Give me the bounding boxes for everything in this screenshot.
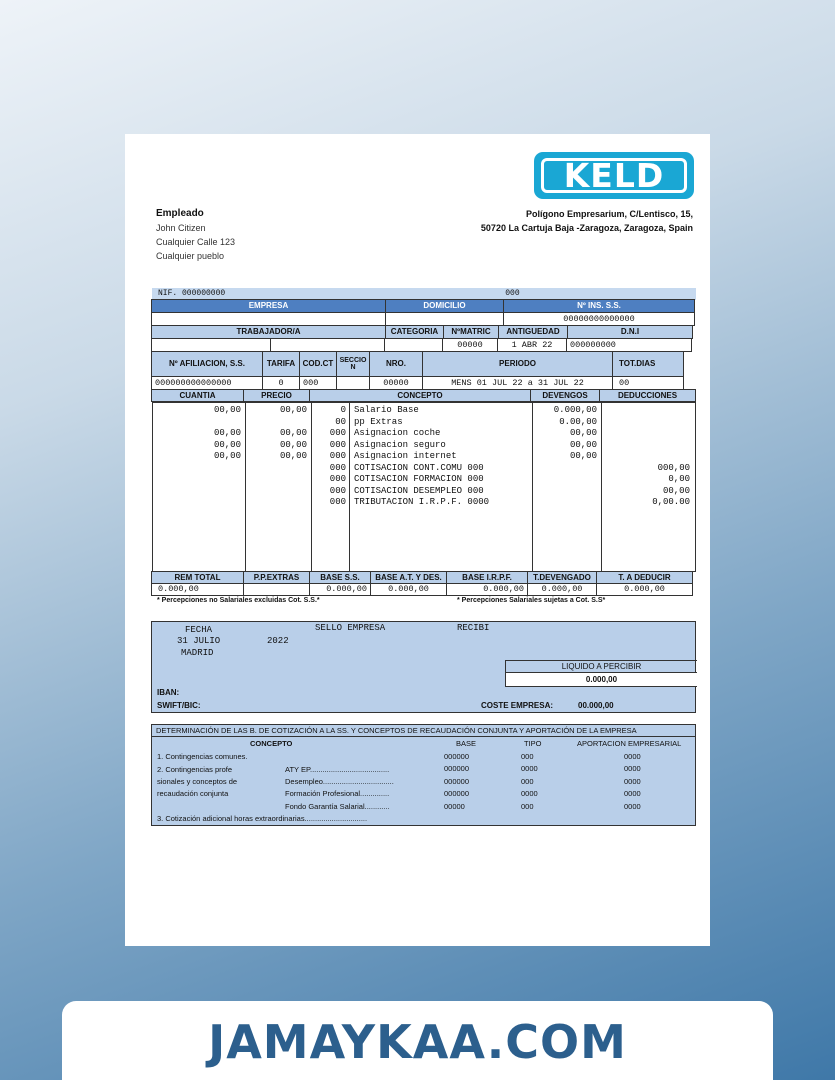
base-ss-header: BASE S.S. (309, 571, 371, 584)
det-row-aport: 0000 (624, 752, 641, 761)
item-code: 000 (329, 462, 346, 473)
note-right: * Percepciones Salariales sujetas a Cot. S.S* (457, 597, 606, 604)
t-deducir-value: 0.000,00 (596, 583, 693, 596)
trabajador-value-b (270, 338, 385, 352)
empresa-header: EMPRESA (151, 299, 386, 313)
categoria-value (384, 338, 443, 352)
concepto-header: CONCEPTO (309, 389, 531, 402)
base-ss-value: 0.000,00 (309, 583, 371, 596)
item-concepto: Asignacion coche (354, 428, 441, 438)
det-row-base: 000000 (444, 789, 470, 799)
det-l2a: 2. Contingencias profe (157, 765, 233, 774)
domicilio-value (385, 312, 504, 326)
devengos-header: DEVENGOS (530, 389, 600, 402)
pp-extras-header: P.P.EXTRAS (243, 571, 310, 584)
trabajador-value-a (151, 338, 271, 352)
item-cuantia: 00,00 (213, 439, 241, 450)
det-l1: 1. Contingencias comunes. (157, 752, 248, 761)
empresa-value (151, 312, 386, 326)
det-row-tipo: 000 (521, 801, 534, 811)
det-sub-2: Formación Profesional.............. (285, 789, 390, 798)
item-concepto: Salario Base (354, 405, 419, 415)
company-address-2: 50720 La Cartuja Baja -Zaragoza, Zaragoza, Spain (480, 223, 693, 233)
item-cuantia: 00,00 (213, 428, 241, 438)
t-devengado-value: 0.000,00 (527, 583, 597, 596)
nro-value: 00000 (369, 376, 423, 390)
determinacion-box (151, 724, 696, 826)
base-at-header: BASE A.T. Y DES. (370, 571, 447, 584)
item-concepto: TRIBUTACION I.R.P.F. 0000 (354, 497, 490, 507)
pp-extras-value (243, 583, 310, 596)
det-row-aport: 0000 (624, 764, 641, 774)
base-at-value: 0.000,00 (370, 583, 447, 596)
dni-header: D.N.I (567, 325, 693, 339)
coste-label: COSTE EMPRESA: (481, 701, 554, 710)
employee-town: Cualquier pueblo (156, 251, 225, 261)
totdias-value: 00 (612, 376, 684, 390)
item-cuantia: 00,00 (213, 451, 241, 461)
seccion-value (336, 376, 370, 390)
tarifa-header: TARIFA (262, 351, 300, 377)
codct-value: 000 (299, 376, 337, 390)
det-concepto: CONCEPTO (250, 739, 293, 748)
precio-header: PRECIO (243, 389, 310, 402)
trabajador-header: TRABAJADOR/A (151, 325, 386, 339)
item-concepto: COTISACION DESEMPLEO 000 (354, 485, 484, 496)
item-code: 000 (329, 497, 346, 507)
n-matric-header: NºMATRIC (443, 325, 499, 339)
rem-total-header: REM TOTAL (151, 571, 244, 584)
det-sub-1: Desempleo.................................. (285, 777, 394, 786)
det-tipo: TIPO (524, 739, 542, 748)
tarifa-value: 0 (262, 376, 300, 390)
company-logo (534, 152, 694, 199)
item-deducciones: 0,00 (668, 474, 690, 484)
det-row-aport: 0000 (624, 776, 641, 786)
item-devengos: 00,00 (569, 451, 597, 461)
coste-value: 00.000,00 (578, 701, 614, 710)
det-row-aport: 0000 (624, 789, 641, 799)
liquido-value: 0.000,00 (505, 673, 697, 687)
company-address-1: Polígono Empresarium, C/Lentisco, 15, (525, 209, 693, 219)
logo-text: KELD (541, 158, 687, 193)
t-deducir-header: T. A DEDUCIR (596, 571, 693, 584)
det-l3: 3. Cotización adicional horas extraordinarias.............................. (157, 814, 368, 823)
signature-box (151, 621, 696, 713)
base-irpf-value: 0.000,00 (446, 583, 528, 596)
fecha-city: MADRID (181, 648, 214, 658)
det-row-tipo: 0000 (521, 764, 538, 774)
afiliacion-value: 000000000000000 (151, 376, 263, 390)
item-code: 0 (340, 405, 346, 415)
deducciones-header: DEDUCCIONES (599, 389, 696, 402)
det-sub-0: ATY EP...................................... (285, 765, 390, 774)
item-code: 000 (329, 439, 346, 450)
n-matric-value: 00000 (442, 338, 498, 352)
item-devengos: 0.000,00 (553, 405, 597, 415)
antiguedad-value: 1 ABR 22 (497, 338, 567, 352)
nif-code: 000 (505, 289, 520, 298)
item-precio: 00,00 (279, 439, 307, 450)
item-code: 000 (329, 451, 346, 461)
item-concepto: Asignacion seguro (354, 439, 446, 450)
det-row-tipo: 000 (521, 776, 534, 786)
item-cuantia: 00,00 (213, 405, 241, 415)
antiguedad-header: ANTIGUEDAD (498, 325, 568, 339)
item-code: 000 (329, 428, 346, 438)
seccion-header: SECCIO N (336, 351, 370, 377)
det-l2c: recaudación conjunta (157, 789, 229, 798)
nro-header: NRO. (369, 351, 423, 377)
rem-total-value: 0.000,00 (151, 583, 244, 596)
item-deducciones: 000,00 (657, 462, 690, 473)
det-l2b: sionales y conceptos de (157, 777, 238, 786)
det-row-base: 00000 (444, 801, 465, 811)
n-ins-header: Nº INS. S.S. (503, 299, 695, 313)
det-row-base: 000000 (444, 776, 470, 786)
item-precio: 00,00 (279, 451, 307, 461)
recibi-label: RECIBI (457, 623, 490, 633)
categoria-header: CATEGORIA (385, 325, 444, 339)
item-devengos: 00,00 (569, 428, 597, 438)
totdias-header: TOT.DIAS (612, 351, 684, 377)
domicilio-header: DOMICILIO (385, 299, 504, 313)
det-row-base: 000000 (444, 764, 470, 774)
n-ins-value: 00000000000000 (503, 312, 695, 326)
employee-street: Cualquier Calle 123 (156, 237, 236, 247)
det-row-tipo: 000 (521, 752, 534, 761)
item-concepto: COTISACION CONT.COMU 000 (354, 462, 484, 473)
fecha-label: FECHA (185, 625, 213, 635)
dni-value: 000000000 (566, 338, 692, 352)
t-devengado-header: T.DEVENGADO (527, 571, 597, 584)
employee-name: John Citizen (156, 223, 206, 233)
codct-header: COD.CT (299, 351, 337, 377)
items-table (152, 402, 696, 572)
swift-label: SWIFT/BIC: (157, 701, 201, 710)
footer-banner (62, 1001, 773, 1080)
det-sub-3: Fondo Garantía Salarial............ (285, 802, 390, 811)
det-aportacion: APORTACION EMPRESARIAL (577, 739, 682, 748)
item-code: 00 (335, 416, 346, 427)
item-code: 000 (329, 485, 346, 496)
periodo-header: PERIODO (422, 351, 613, 377)
liquido-label: LIQUIDO A PERCIBIR (505, 660, 697, 673)
fecha-day: 31 JULIO (177, 636, 221, 646)
item-concepto: COTISACION FORMACION 000 (354, 474, 484, 484)
det-row-base: 000000 (444, 752, 470, 761)
afiliacion-header: Nº AFILIACION, S.S. (151, 351, 263, 377)
item-deducciones: 00,00 (662, 485, 690, 496)
cuantia-header: CUANTIA (151, 389, 244, 402)
sello-label: SELLO EMPRESA (315, 623, 386, 633)
item-devengos: 0.00,00 (559, 416, 597, 427)
item-code: 000 (329, 474, 346, 484)
employee-title: Empleado (156, 208, 204, 219)
item-concepto: pp Extras (354, 416, 403, 427)
note-left: * Percepciones no Salariales excluidas Cot. S.S.* (157, 597, 320, 604)
item-devengos: 00,00 (569, 439, 597, 450)
det-row-aport: 0000 (624, 801, 641, 811)
determinacion-title: DETERMINACIÓN DE LAS B. DE COTIZACIÓN A LA SS. Y CONCEPTOS DE RECAUDACIÓN CONJUNTA Y APORTACIÓN DE LA EMPRESA (152, 725, 695, 737)
det-base: BASE (456, 739, 477, 748)
item-precio: 00,00 (279, 428, 307, 438)
base-irpf-header: BASE I.R.P.F. (446, 571, 528, 584)
footer-brand: JAMAYKAA.COM (208, 1015, 627, 1069)
iban-label: IBAN: (157, 688, 180, 697)
item-concepto: Asignacion internet (354, 451, 457, 461)
nif: NIF. 000000000 (158, 289, 226, 298)
fecha-year: 2022 (267, 636, 289, 646)
item-deducciones: 0,00.00 (652, 497, 690, 507)
periodo-value: MENS 01 JUL 22 a 31 JUL 22 (422, 376, 613, 390)
item-precio: 00,00 (279, 405, 307, 415)
det-row-tipo: 0000 (521, 789, 538, 799)
